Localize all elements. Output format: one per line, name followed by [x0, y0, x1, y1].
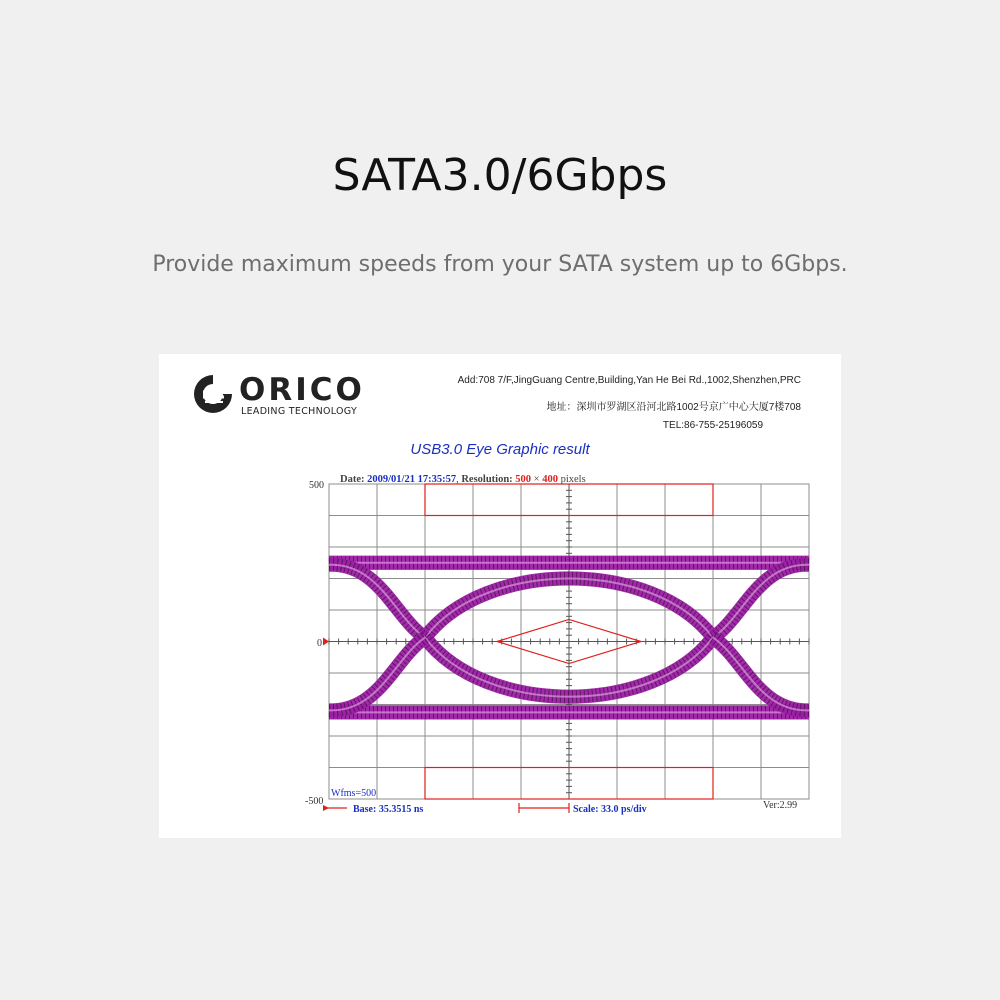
headline: SATA3.0/6Gbps — [332, 150, 668, 201]
base-label: Base: 35.3515 ns — [353, 804, 424, 815]
zero-level-marker — [323, 638, 329, 646]
address-line-1: Add:708 7/F,JingGuang Centre,Building,Yan He Bei Rd.,1002,Shenzhen,PRC — [457, 375, 801, 386]
chart-info-line: Date: 2009/01/21 17:35:57, Resolution: 500 × 400 pixels — [340, 474, 586, 485]
eye-diagram-plot — [159, 354, 841, 838]
resolution-height: 400 — [542, 474, 558, 485]
chart-title: USB3.0 Eye Graphic result — [410, 441, 590, 458]
date-label: Date: — [340, 474, 365, 485]
base-indicator-arrow — [323, 805, 329, 811]
version-label: Ver:2.99 — [763, 800, 798, 811]
address-line-2: 地址：深圳市罗湖区沿河北路1002号京广中心大厦7楼708 — [546, 402, 801, 413]
logo-tagline: LEADING TECHNOLOGY — [241, 406, 358, 417]
wfm-label: Wfms=500 — [331, 788, 377, 799]
y-tick-label-zero: 0 — [317, 638, 322, 649]
eye-diagram-card — [159, 354, 841, 838]
logo-name: ORICO — [239, 372, 365, 408]
resolution-width: 500 — [515, 474, 532, 485]
resolution-times: × — [533, 474, 540, 485]
scale-label: Scale: 33.0 ps/div — [573, 804, 647, 815]
y-tick-label-top: 500 — [309, 480, 324, 491]
resolution-unit: pixels — [560, 474, 586, 485]
resolution-label: Resolution: — [461, 474, 513, 485]
grid — [329, 484, 809, 799]
date-value: 2009/01/21 17:35:57 — [367, 474, 457, 485]
address-tel: TEL:86-755-25196059 — [662, 420, 763, 431]
subline: Provide maximum speeds from your SATA system up to 6Gbps. — [152, 252, 848, 277]
y-tick-label-bottom: -500 — [305, 796, 324, 807]
